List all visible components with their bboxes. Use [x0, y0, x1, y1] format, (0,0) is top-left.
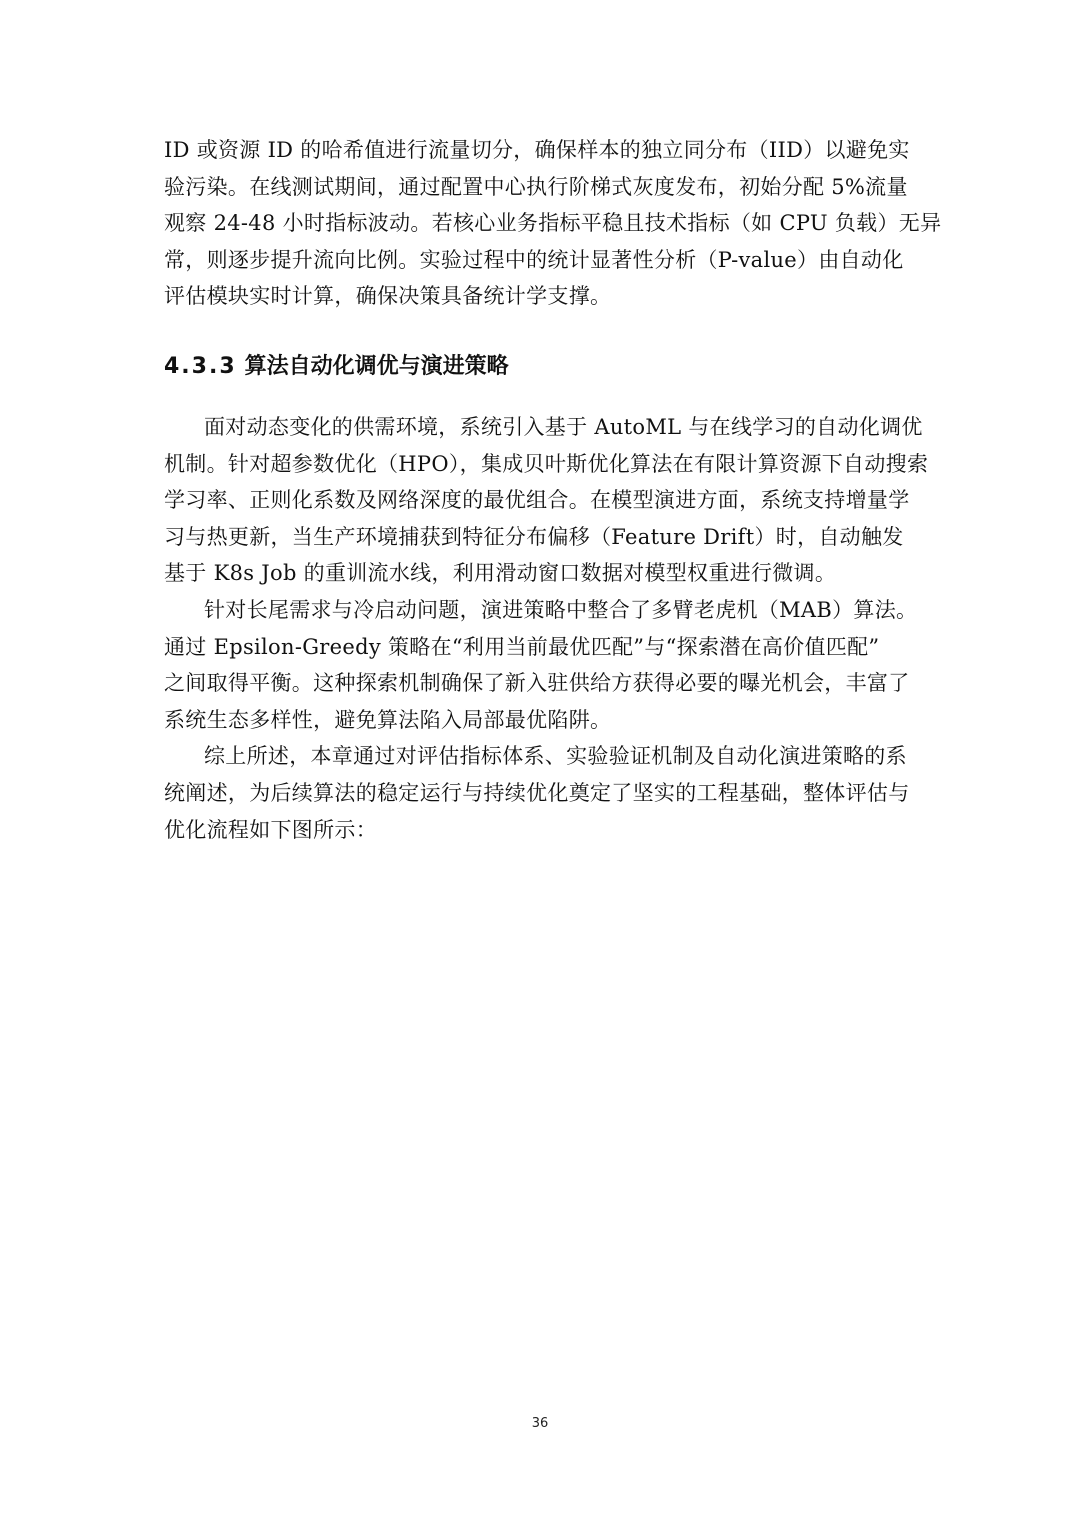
paragraph-line: 机制。针对超参数优化（HPO），集成贝叶斯优化算法在有限计算资源下自动搜索 — [164, 451, 929, 476]
paragraph-line: 常，则逐步提升流向比例。实验过程中的统计显著性分析（P-value）由自动化 — [164, 247, 904, 272]
paragraph-top — [164, 132, 942, 315]
paragraph-mab — [164, 592, 916, 738]
section-heading — [164, 352, 916, 382]
section-title: 算法自动化调优与演进策略 — [244, 353, 509, 379]
paragraph-line: 观察 24-48 小时指标波动。若核心业务指标平稳且技术指标（如 CPU 负载）无异 — [164, 211, 942, 236]
paragraph-line: 验污染。在线测试期间，通过配置中心执行阶梯式灰度发布，初始分配 5%流量 — [164, 174, 908, 199]
paragraph-line: 统阐述，为后续算法的稳定运行与持续优化奠定了坚实的工程基础，整体评估与 — [164, 780, 910, 805]
paragraph-line: ID 或资源 ID 的哈希值进行流量切分，确保样本的独立同分布（IID）以避免实 — [164, 138, 910, 162]
paragraph-line: 之间取得平衡。这种探索机制确保了新入驻供给方获得必要的曝光机会，丰富了 — [164, 671, 910, 696]
paragraph-summary — [164, 738, 916, 848]
paragraph-line: 系统生态多样性，避免算法陷入局部最优陷阱。 — [164, 707, 612, 732]
paragraph-line: 基于 K8s Job 的重训流水线，利用滑动窗口数据对模型权重进行微调。 — [164, 561, 837, 586]
paragraph-line: 评估模块实时计算，确保决策具备统计学支撑。 — [164, 284, 612, 309]
paragraph-line: 面对动态变化的供需环境，系统引入基于 AutoML 与在线学习的自动化调优 — [204, 414, 923, 439]
paragraph-line: 学习率、正则化系数及网络深度的最优组合。在模型演进方面，系统支持增量学 — [164, 488, 910, 513]
paragraph-line: 优化流程如下图所示： — [164, 817, 377, 842]
paragraph-line: 习与热更新，当生产环境捕获到特征分布偏移（Feature Drift）时，自动触发 — [164, 524, 904, 549]
paragraph-line: 针对长尾需求与冷启动问题，演进策略中整合了多臂老虎机（MAB）算法。 — [204, 597, 918, 622]
page-number: 36 — [531, 1416, 549, 1431]
section-number: 4.3.3 — [164, 353, 237, 379]
paragraph-line: 综上所述，本章通过对评估指标体系、实验验证机制及自动化演进策略的系 — [204, 744, 907, 769]
paragraph-line: 通过 Epsilon-Greedy 策略在“利用当前最优匹配”与“探索潜在高价值匹配” — [164, 634, 880, 659]
paragraph-automl — [164, 409, 929, 592]
page-content — [164, 132, 942, 848]
